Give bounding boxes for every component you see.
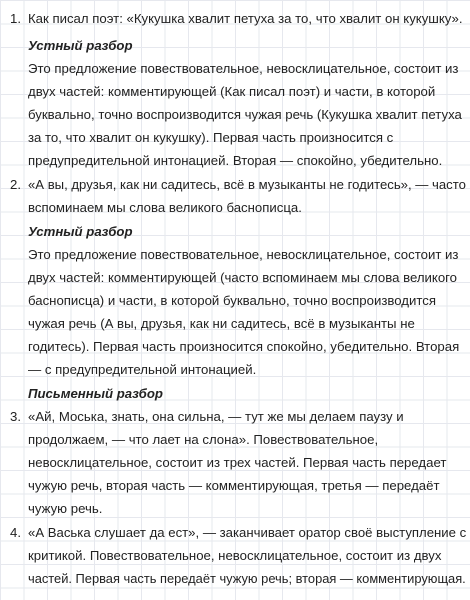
analysis-line: — с предупредительной интонацией. <box>28 362 257 377</box>
item-text-line: невосклицательное, состоит из трех частей. Первая часть передает <box>28 455 447 470</box>
analysis-line: двух частей: комментирующей (Как писал поэт) и части, в которой <box>28 84 436 99</box>
analysis-line: буквально, точно воспроизводится чужая речь (Кукушка хвалит петуха <box>28 107 462 122</box>
section-heading-oral: Устный разбор <box>28 224 133 239</box>
item-text-line: вспоминаем мы слова великого баснописца. <box>28 200 302 215</box>
item-number: 2. <box>10 177 21 192</box>
section-heading-written: Письменный разбор <box>28 386 163 401</box>
analysis-line: годитесь). Первая часть произносится спокойно, убедительно. Вторая <box>28 339 460 354</box>
section-heading-oral: Устный разбор <box>28 38 133 53</box>
item-text-line: частей. Первая часть передаёт чужую речь; вторая — комментирующая. <box>28 571 466 586</box>
item-number: 3. <box>10 409 21 424</box>
item-text-line: Как писал поэт: «Кукушка хвалит петуха за то, что хвалит он кукушку». <box>28 11 463 26</box>
analysis-line: чужая речь (А вы, друзья, как ни садитесь, всё в музыканты не <box>28 316 415 331</box>
item-number: 1. <box>10 11 21 26</box>
item-text-line: чужую речь, вторая часть — комментирующая, третья — передаёт <box>28 478 440 493</box>
analysis-line: предупредительной интонацией. Вторая — спокойно, убедительно. <box>28 153 443 168</box>
analysis-line: Это предложение повествовательное, невосклицательное, состоит из <box>28 61 459 76</box>
analysis-line: баснописца) и части, в которой буквально, точно воспроизводится <box>28 293 436 308</box>
item-text-line: критикой. Повествовательное, невосклицательное, состоит из двух <box>28 548 442 563</box>
item-text-line: продолжаем, — что лает на слона». Повествовательное, <box>28 432 379 447</box>
item-text-line: «Ай, Моська, знать, она сильна, — тут же мы делаем паузу и <box>28 409 404 424</box>
item-number: 4. <box>10 525 21 540</box>
item-text-line: чужую речь. <box>28 501 103 516</box>
analysis-line: Это предложение повествовательное, невосклицательное, состоит из <box>28 247 459 262</box>
analysis-line: за то, что хвалит он кукушку). Первая часть произносится с <box>28 130 394 145</box>
analysis-line: двух частей: комментирующей (часто вспоминаем мы слова великого <box>28 270 458 285</box>
item-text-line: «А вы, друзья, как ни садитесь, всё в музыканты не годитесь», — часто <box>28 177 466 192</box>
item-text-line: «А Васька слушает да ест», — заканчивает оратор своё выступление с <box>28 525 467 540</box>
